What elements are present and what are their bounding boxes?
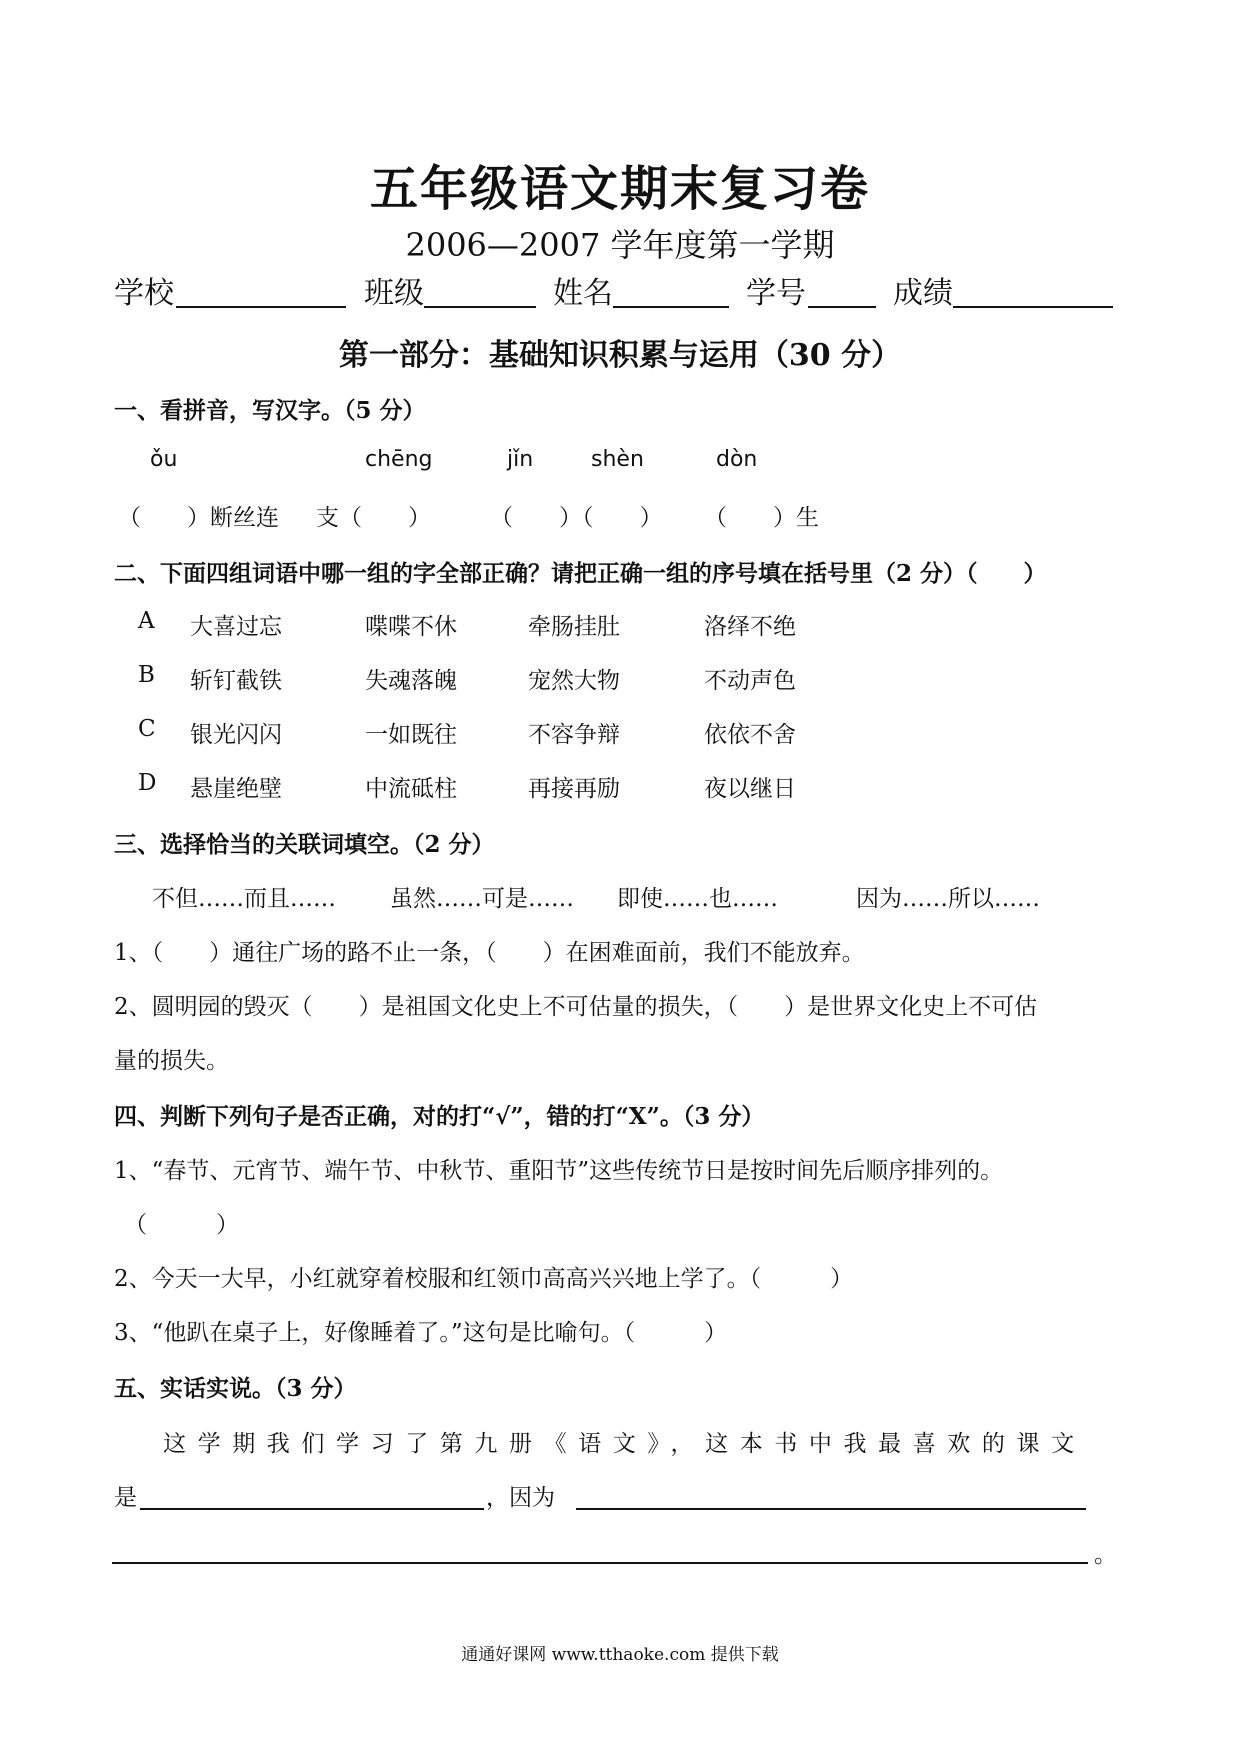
q2-word: 洛绎不绝 bbox=[704, 614, 796, 640]
q2-word: 牵肠挂肚 bbox=[528, 614, 620, 640]
q2-heading: 二、下面四组词语中哪一组的字全部正确？请把正确一组的序号填在括号里（2 分）（ ） bbox=[114, 560, 1047, 587]
school-blank[interactable] bbox=[176, 306, 346, 308]
score-blank[interactable] bbox=[953, 306, 1113, 308]
q4-item-1: 1、“春节、元宵节、端午节、中秋节、重阳节”这些传统节日是按时间先后顺序排列的。 bbox=[114, 1158, 1004, 1184]
q1-pinyin-4: shèn bbox=[591, 447, 644, 472]
q3-option: 即使……也…… bbox=[617, 886, 778, 912]
q5-line-2-mid: ，因为 bbox=[486, 1485, 555, 1511]
q2-word: 斩钉截铁 bbox=[190, 668, 282, 694]
q2-word: 失魂落魄 bbox=[365, 668, 457, 694]
q1-blank-1[interactable]: （ ）断丝连 bbox=[118, 505, 279, 531]
q2-option-letter: B bbox=[138, 662, 155, 688]
q1-pinyin-1: ǒu bbox=[150, 447, 178, 472]
q1-pinyin-3: jǐn bbox=[507, 447, 534, 472]
q2-word: 宠然大物 bbox=[528, 668, 620, 694]
q2-option-letter: C bbox=[138, 716, 156, 742]
q5-line-1: 这学期我们学习了第九册《语文》，这本书中我最喜欢的课文 bbox=[163, 1431, 1086, 1457]
q2-word: 喋喋不休 bbox=[365, 614, 457, 640]
q2-word: 依依不舍 bbox=[704, 722, 796, 748]
number-label: 学号 bbox=[746, 276, 806, 311]
q5-line-2-prefix: 是 bbox=[114, 1485, 137, 1511]
school-label: 学校 bbox=[114, 276, 174, 311]
q3-item-1[interactable]: 1、（ ）通往广场的路不止一条，（ ）在困难面前，我们不能放弃。 bbox=[114, 940, 865, 966]
q3-heading: 三、选择恰当的关联词填空。（2 分） bbox=[114, 831, 495, 858]
q2-word: 不容争辩 bbox=[528, 722, 620, 748]
q2-word: 不动声色 bbox=[704, 668, 796, 694]
q1-heading: 一、看拼音，写汉字。（5 分） bbox=[114, 397, 426, 424]
q5-heading: 五、实话实说。（3 分） bbox=[114, 1375, 357, 1402]
q5-favorite-blank[interactable] bbox=[140, 1508, 484, 1510]
score-label: 成绩 bbox=[893, 276, 953, 311]
q3-option: 虽然……可是…… bbox=[390, 886, 574, 912]
q1-pinyin-2: chēng bbox=[365, 447, 433, 472]
class-label: 班级 bbox=[364, 276, 424, 311]
q2-word: 大喜过忘 bbox=[190, 614, 282, 640]
page-title: 五年级语文期末复习卷 bbox=[369, 161, 870, 217]
q5-reason-blank-2[interactable] bbox=[112, 1562, 1088, 1564]
q1-blank-2[interactable]: 支（ ） bbox=[316, 505, 431, 531]
q4-item-2[interactable]: 2、今天一大早，小红就穿着校服和红领巾高高兴兴地上学了。（ ） bbox=[114, 1266, 854, 1292]
q2-option-letter: D bbox=[138, 770, 157, 796]
q5-line-3-end: 。 bbox=[1094, 1542, 1117, 1568]
q5-reason-blank[interactable] bbox=[576, 1508, 1086, 1510]
q2-word: 中流砥柱 bbox=[365, 776, 457, 802]
q2-word: 银光闪闪 bbox=[190, 722, 282, 748]
q1-pinyin-5: dòn bbox=[716, 447, 758, 472]
q4-item-3[interactable]: 3、“他趴在桌子上，好像睡着了。”这句是比喻句。（ ） bbox=[114, 1320, 728, 1346]
q2-option-letter: A bbox=[138, 608, 155, 634]
q3-option: 因为……所以…… bbox=[856, 886, 1040, 912]
q2-word: 一如既往 bbox=[365, 722, 457, 748]
part1-heading: 第一部分：基础知识积累与运用（30 分） bbox=[338, 338, 902, 373]
q2-word: 悬崖绝壁 bbox=[190, 776, 282, 802]
q4-heading: 四、判断下列句子是否正确，对的打“√”，错的打“X”。（3 分） bbox=[114, 1103, 765, 1130]
name-label: 姓名 bbox=[553, 276, 613, 311]
q1-blank-3[interactable]: （ ）（ ） bbox=[490, 505, 663, 531]
q3-item-2-cont: 量的损失。 bbox=[114, 1048, 229, 1074]
q2-word: 再接再励 bbox=[528, 776, 620, 802]
page-subtitle: 2006—2007 学年度第一学期 bbox=[405, 226, 835, 264]
number-blank[interactable] bbox=[808, 306, 876, 308]
class-blank[interactable] bbox=[424, 306, 536, 308]
q1-blank-4[interactable]: （ ）生 bbox=[704, 505, 819, 531]
q3-item-2[interactable]: 2、圆明园的毁灭（ ）是祖国文化史上不可估量的损失，（ ）是世界文化史上不可估 bbox=[114, 994, 1038, 1020]
q4-item-1-blank[interactable]: （ ） bbox=[124, 1212, 239, 1238]
name-blank[interactable] bbox=[613, 306, 729, 308]
q3-option: 不但……而且…… bbox=[152, 886, 336, 912]
q2-word: 夜以继日 bbox=[704, 776, 796, 802]
page-footer: 通通好课网 www.tthaoke.com 提供下载 bbox=[461, 1645, 779, 1665]
